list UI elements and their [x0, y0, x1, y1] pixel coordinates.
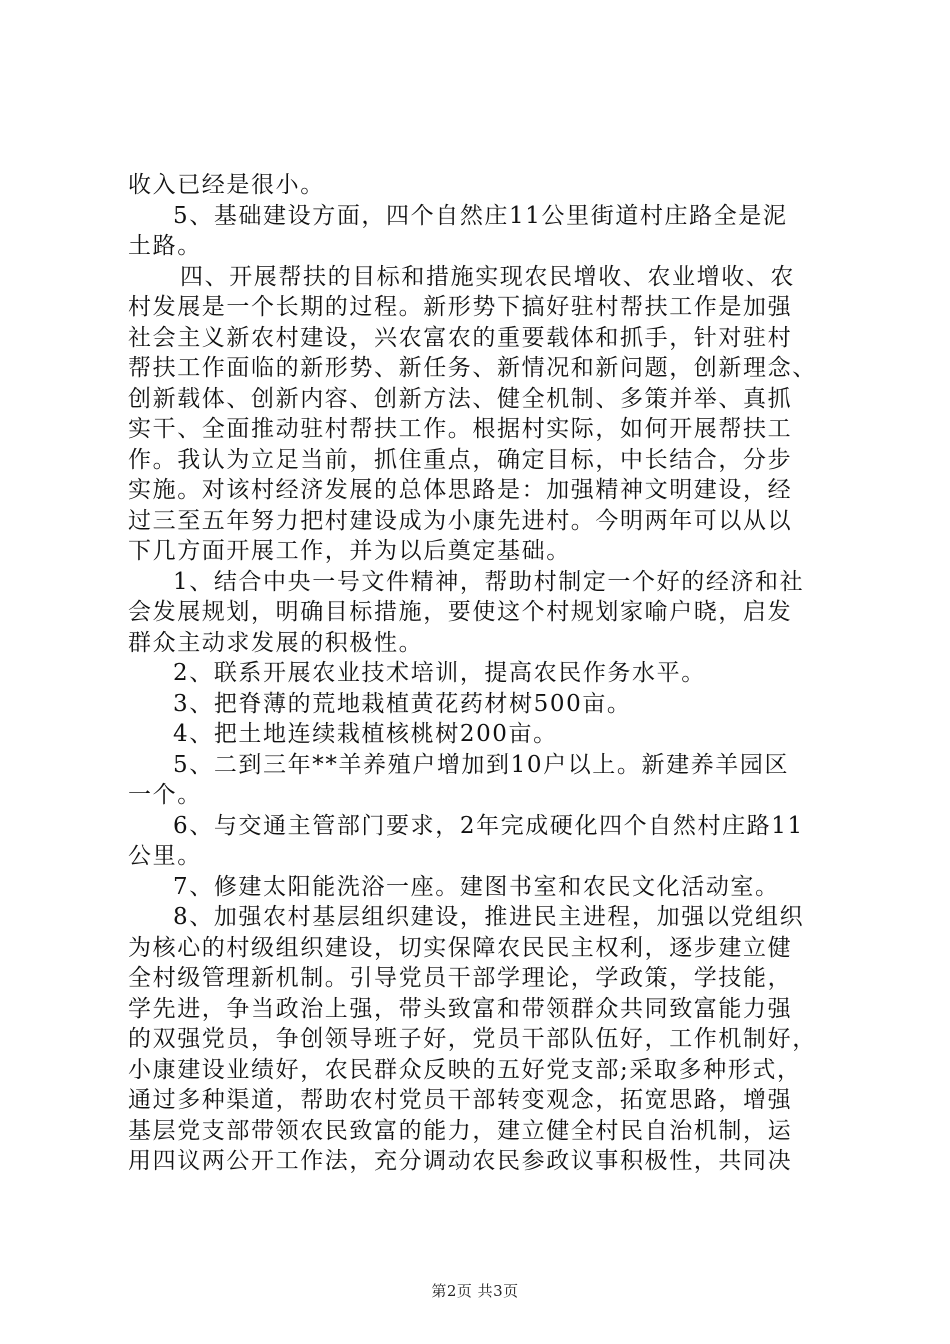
text-line: 实施。对该村经济发展的总体思路是：加强精神文明建设，经 — [128, 477, 793, 503]
text-line: 学先进，争当政治上强，带头致富和带领群众共同致富能力强 — [128, 995, 793, 1022]
text-line: 实干、全面推动驻村帮扶工作。根据村实际，如何开展帮扶工 — [128, 416, 793, 442]
text-line: 收入已经是很小。 — [128, 172, 325, 198]
text-line: 7、修建太阳能洗浴一座。建图书室和农民文化活动室。 — [173, 873, 780, 900]
text-line: 用四议两公开工作法，充分调动农民参政议事积极性，共同决 — [128, 1148, 793, 1174]
text-line: 5、二到三年**羊养殖户增加到10户以上。新建养羊园区 — [173, 751, 790, 778]
page-number-label: 第2页 共3页 — [431, 1282, 519, 1300]
text-line: 村发展是一个长期的过程。新形势下搞好驻村帮扶工作是加强 — [128, 294, 793, 320]
text-line: 群众主动求发展的积极性。 — [128, 629, 424, 656]
text-line: 一个。 — [128, 782, 202, 808]
text-line: 公里。 — [128, 843, 202, 869]
text-line: 4、把土地连续栽植核桃树200亩。 — [173, 721, 558, 747]
text-line: 帮扶工作面临的新形势、新任务、新情况和新问题，创新理念、 — [128, 355, 817, 381]
text-line: 土路。 — [128, 233, 202, 259]
page-footer — [0, 1280, 950, 1301]
text-line: 的双强党员，争创领导班子好，党员干部队伍好，工作机制好， — [128, 1026, 817, 1052]
text-line: 1、结合中央一号文件精神，帮助村制定一个好的经济和社 — [173, 568, 805, 595]
text-line: 社会主义新农村建设，兴农富农的重要载体和抓手，针对驻村 — [128, 324, 793, 351]
text-line: 2、联系开展农业技术培训，提高农民作务水平。 — [173, 660, 706, 686]
text-line: 5、基础建设方面，四个自然庄11公里街道村庄路全是泥 — [173, 202, 788, 229]
text-line: 四、开展帮扶的目标和措施实现农民增收、农业增收、农 — [180, 263, 795, 290]
text-line: 创新载体、创新内容、创新方法、健全机制、多策并举、真抓 — [128, 385, 793, 412]
document-body — [128, 170, 853, 1177]
text-line: 基层党支部带领农民致富的能力，建立健全村民自治机制，运 — [128, 1117, 793, 1144]
text-line: 为核心的村级组织建设，切实保障农民民主权利，逐步建立健 — [128, 934, 793, 961]
text-line: 下几方面开展工作，并为以后奠定基础。 — [128, 538, 571, 564]
text-line: 作。我认为立足当前，抓住重点，确定目标，中长结合，分步 — [128, 446, 793, 473]
text-line: 过三至五年努力把村建设成为小康先进村。今明两年可以从以 — [128, 507, 793, 534]
text-line: 通过多种渠道，帮助农村党员干部转变观念，拓宽思路，增强 — [128, 1087, 793, 1113]
text-line: 小康建设业绩好，农民群众反映的五好党支部;采取多种形式， — [128, 1056, 802, 1083]
text-line: 6、与交通主管部门要求，2年完成硬化四个自然村庄路11 — [173, 812, 804, 839]
text-line: 3、把脊薄的荒地栽植黄花药材树500亩。 — [173, 690, 632, 717]
text-line: 8、加强农村基层组织建设，推进民主进程，加强以党组织 — [173, 904, 805, 930]
text-line: 会发展规划，明确目标措施，要使这个村规划家喻户晓，启发 — [128, 599, 793, 625]
text-line: 全村级管理新机制。引导党员干部学理论，学政策，学技能， — [128, 965, 793, 991]
